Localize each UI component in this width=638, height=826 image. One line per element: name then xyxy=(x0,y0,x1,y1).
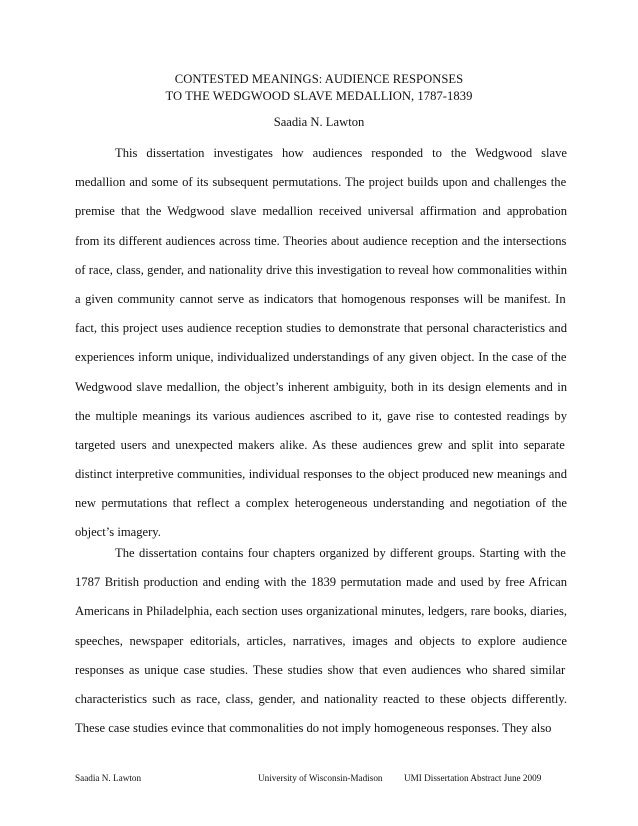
paragraph-1 xyxy=(75,139,567,548)
paragraph-2 xyxy=(75,539,567,743)
paragraph-line: Wedgwood slave medallion, the object’s inherent ambiguity, both in its design elements and in xyxy=(75,379,567,394)
paragraph-line: characteristics such as race, class, gender, and nationality reacted to these objects differently. xyxy=(75,691,567,706)
footer-institution: University of Wisconsin-Madison xyxy=(258,773,383,783)
paragraph-line: object’s imagery. xyxy=(75,525,161,540)
title-line-1: CONTESTED MEANINGS: AUDIENCE RESPONSES xyxy=(174,72,464,86)
paragraph-line: premise that the Wedgwood slave medallion received universal affirmation and approbation xyxy=(75,204,567,219)
paragraph-line: Americans in Philadelphia, each section uses organizational minutes, ledgers, rare books, diaries, xyxy=(75,604,567,619)
footer-author: Saadia N. Lawton xyxy=(75,773,142,783)
paragraph-line: This dissertation investigates how audiences responded to the Wedgwood slave xyxy=(115,146,567,160)
paragraph-line: distinct interpretive communities, individual responses to the object produced new meanings and xyxy=(75,467,567,482)
paragraph-line: new permutations that reflect a complex heterogeneous understanding and negotiation of the xyxy=(75,496,567,511)
paragraph-line: the multiple meanings its various audiences ascribed to it, gave rise to contested readings by xyxy=(75,408,567,423)
paragraph-line: speeches, newspaper editorials, articles, narratives, images and objects to explore audience xyxy=(75,633,567,648)
paragraph-line: 1787 British production and ending with the 1839 permutation made and used by free African xyxy=(75,575,567,590)
paragraph-line: targeted users and unexpected makers alike. As these audiences grew and split into separate xyxy=(75,437,565,452)
paragraph-line: a given community cannot serve as indicators that homogenous responses will be manifest. In xyxy=(75,291,566,306)
paragraph-line: These case studies evince that commonalities do not imply homogeneous responses. They also xyxy=(75,721,552,736)
paragraph-line: responses as unique case studies. These studies show that even audiences who shared similar xyxy=(75,662,566,677)
title-line-2: TO THE WEDGWOOD SLAVE MEDALLION, 1787-1839 xyxy=(165,89,473,103)
paragraph-line: from its different audiences across time. Theories about audience reception and the intersections xyxy=(75,233,567,248)
paragraph-line: medallion and some of its subsequent permutations. The project builds upon and challenges the xyxy=(75,175,567,190)
author-name: Saadia N. Lawton xyxy=(273,115,365,129)
paragraph-line: of race, class, gender, and nationality drive this investigation to reveal how commonalities within xyxy=(75,262,567,277)
paragraph-line: The dissertation contains four chapters organized by different groups. Starting with the xyxy=(115,546,566,560)
footer-source: UMI Dissertation Abstract June 2009 xyxy=(404,773,542,783)
paragraph-line: fact, this project uses audience reception studies to demonstrate that personal characteristics and xyxy=(75,321,567,336)
paragraph-line: experiences inform unique, individualized understandings of any given object. In the case of the xyxy=(75,350,567,365)
